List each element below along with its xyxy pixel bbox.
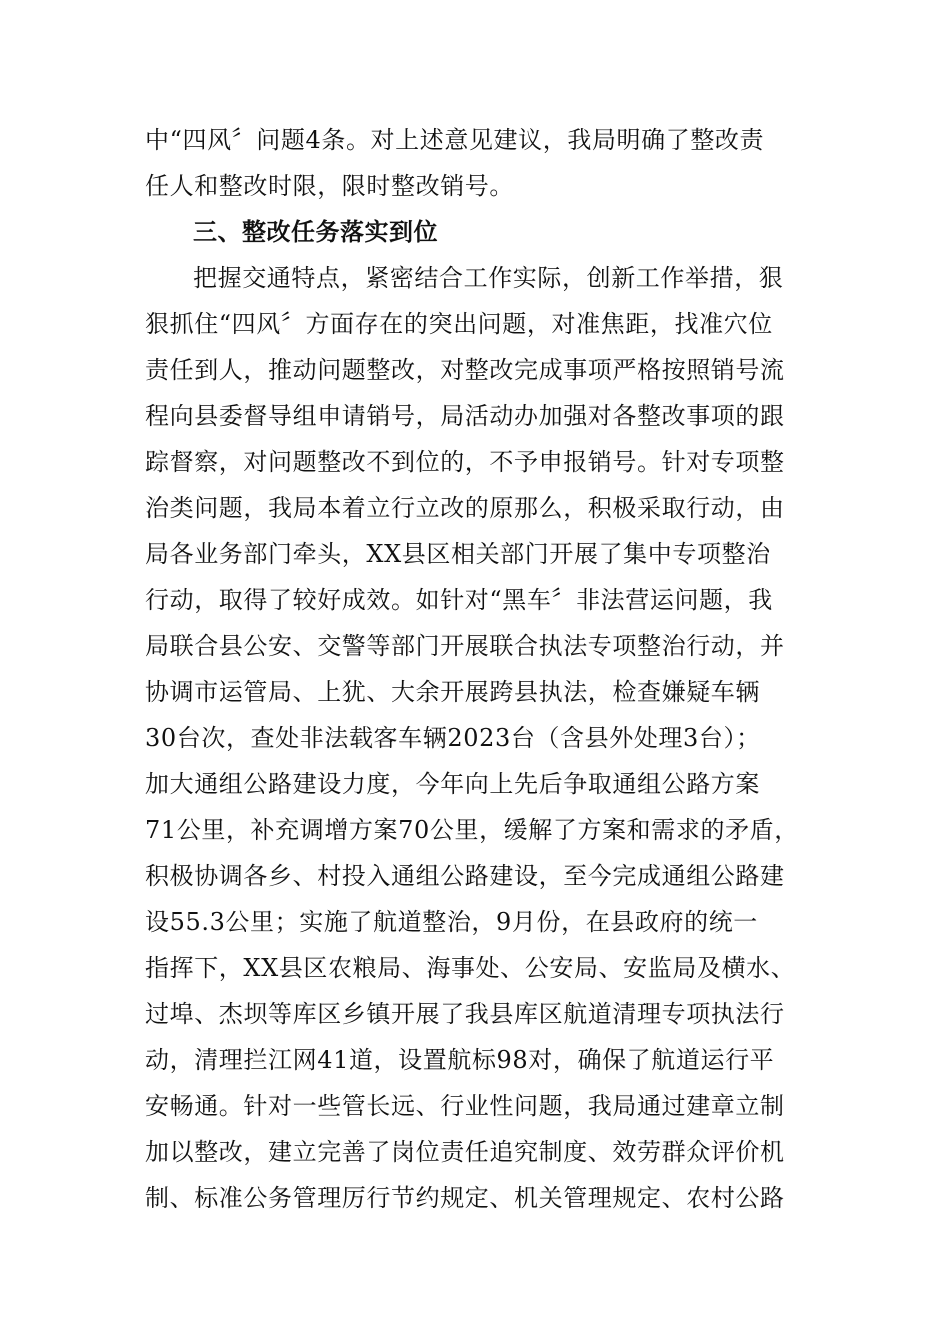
body-text-line: 程向县委督导组申请销号，局活动办加强对各整改事项的跟 xyxy=(145,402,785,430)
body-text-line: 设55.3公里；实施了航道整治，9月份，在县政府的统一 xyxy=(145,908,758,936)
body-text-line: 动，清理拦江网41道，设置航标98对，确保了航道运行平 xyxy=(145,1046,775,1074)
body-text-line: 治类问题，我局本着立行立改的原那么，积极采取行动，由 xyxy=(145,494,785,522)
body-text-line: 协调市运管局、上犹、大余开展跨县执法，检查嫌疑车辆 xyxy=(145,678,760,706)
body-text-line: 安畅通。针对一些管长远、行业性问题，我局通过建章立制 xyxy=(145,1092,785,1120)
body-text-line: 局各业务部门牵头，XX县区相关部门开展了集中专项整治 xyxy=(145,540,771,568)
body-text-line: 积极协调各乡、村投入通组公路建设，至今完成通组公路建 xyxy=(145,862,785,890)
body-text-line: 狠抓住“四风〞方面存在的突出问题，对准焦距，找准穴位 xyxy=(145,310,773,338)
body-text-line: 指挥下，XX县区农粮局、海事处、公安局、安监局及横水、 xyxy=(145,954,796,982)
body-text-line: 行动，取得了较好成效。如针对“黑车〞非法营运问题，我 xyxy=(145,586,773,614)
body-text-line: 加大通组公路建设力度，今年向上先后争取通组公路方案 xyxy=(145,770,760,798)
body-text-line: 30台次，查处非法载客车辆2023台（含县外处理3台）； xyxy=(145,724,761,752)
paragraph-first-line: 把握交通特点，紧密结合工作实际，创新工作举措，狠 xyxy=(193,264,784,292)
body-text-line: 责任到人，推动问题整改，对整改完成事项严格按照销号流 xyxy=(145,356,785,384)
body-text-line: 71公里，补充调增方案70公里，缓解了方案和需求的矛盾， xyxy=(145,816,799,844)
body-text-line: 制、标准公务管理厉行节约规定、机关管理规定、农村公路 xyxy=(145,1184,785,1212)
body-text-line: 加以整改，建立完善了岗位责任追究制度、效劳群众评价机 xyxy=(145,1138,785,1166)
body-text-line: 任人和整改时限，限时整改销号。 xyxy=(145,172,514,200)
section-heading: 三、整改任务落实到位 xyxy=(193,218,438,246)
body-text-line: 踪督察，对问题整改不到位的，不予申报销号。针对专项整 xyxy=(145,448,785,476)
body-text-line: 局联合县公安、交警等部门开展联合执法专项整治行动，并 xyxy=(145,632,785,660)
body-text-line: 过埠、杰坝等库区乡镇开展了我县库区航道清理专项执法行 xyxy=(145,1000,785,1028)
body-text-line: 中“四风〞问题4条。对上述意见建议，我局明确了整改责 xyxy=(145,126,765,154)
